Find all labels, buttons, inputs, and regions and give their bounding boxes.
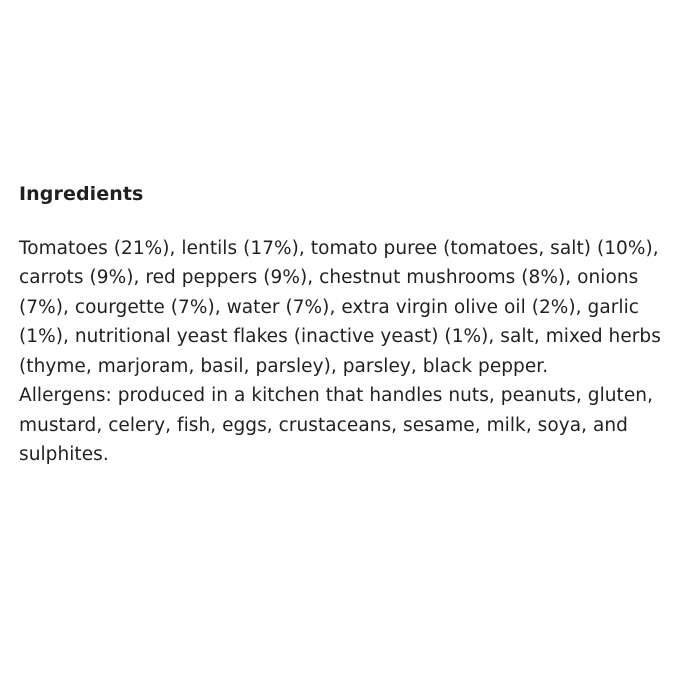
ingredients-content bbox=[19, 183, 685, 470]
ingredients-list-text: Tomatoes (21%), lentils (17%), tomato puree (tomatoes, salt) (10%), carrots (9%), red peppers (9%), chestnut mushrooms (8%), onions (7%), courgette (7%), water (7%), extra virgin olive oil (2%), garlic (1%), nutritional yeast flakes (inactive yeast) (1%), salt, mixed herbs (thyme, marjoram, basil, parsley), parsley, black pepper. bbox=[19, 237, 661, 377]
allergens-text: Allergens: produced in a kitchen that handles nuts, peanuts, gluten, mustard, celery, fish, eggs, crustaceans, sesame, milk, soya, and sulphites. bbox=[19, 385, 653, 466]
page-title: Ingredients bbox=[19, 183, 144, 205]
